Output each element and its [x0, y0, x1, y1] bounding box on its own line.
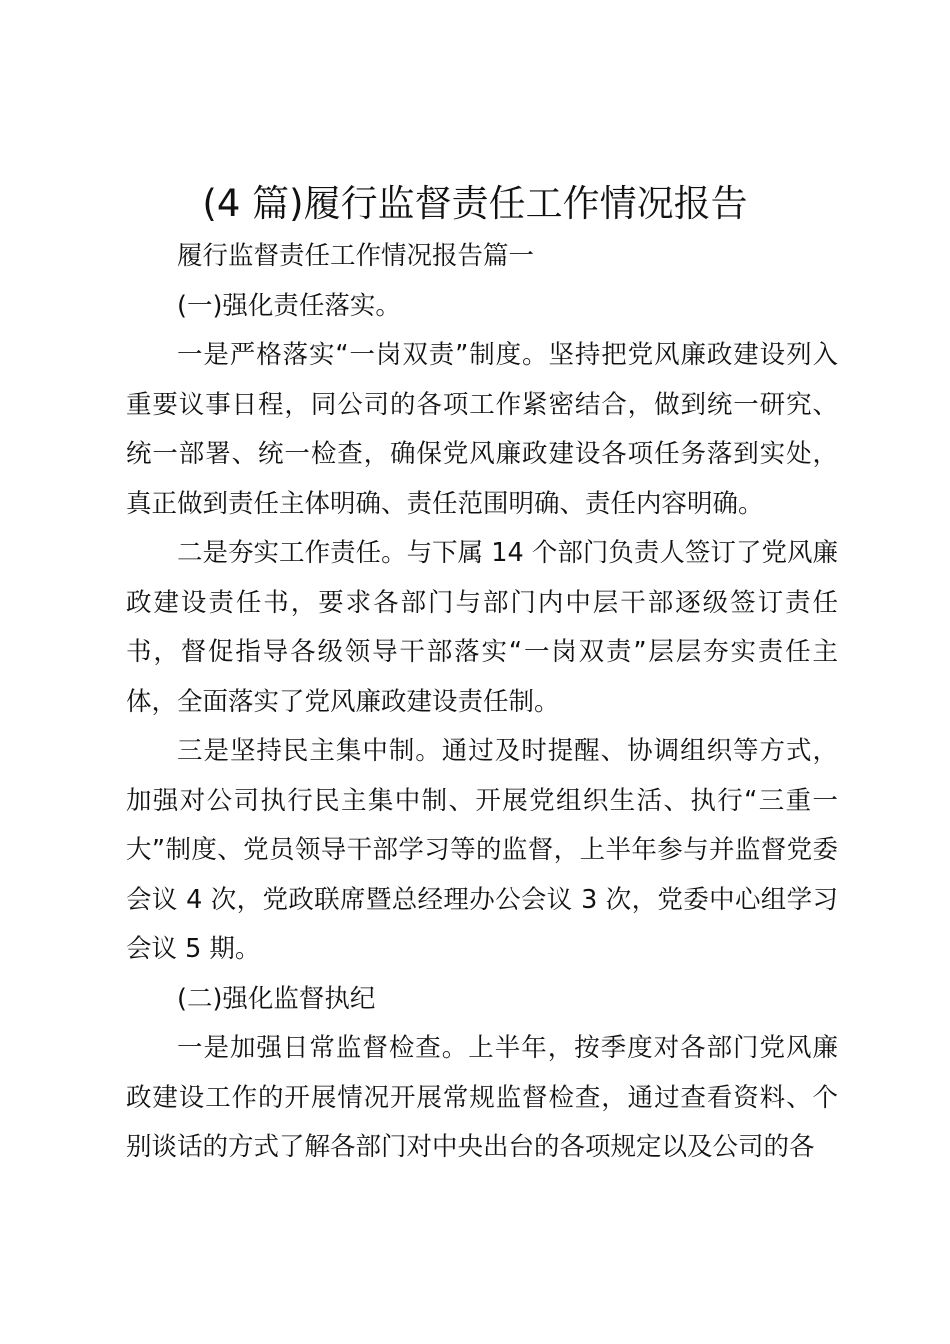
- paragraph: 一是严格落实“一岗双责”制度。坚持把党风廉政建设列入重要议事日程，同公司的各项工作紧密结合，做到统一研究、统一部署、统一检查，确保党风廉政建设各项任务落到实处，真正做到责任主体明确、责任范围明确、责任内容明确。: [126, 340, 838, 519]
- subsection-heading: (一)强化责任落实。: [177, 290, 401, 321]
- paragraph: 二是夯实工作责任。与下属 14 个部门负责人签订了党风廉政建设责任书，要求各部门与部门内中层干部逐级签订责任书，督促指导各级领导干部落实“一岗双责”层层夯实责任主体，全面落实了党风廉政建设责任制。: [126, 538, 838, 717]
- document-body: [126, 232, 838, 1173]
- section-heading: 履行监督责任工作情况报告篇一: [177, 241, 535, 271]
- document-title: (4 篇)履行监督责任工作情况报告: [202, 182, 748, 225]
- paragraph: 三是坚持民主集中制。通过及时提醒、协调组织等方式，加强对公司执行民主集中制、开展党组织生活、执行“三重一大”制度、党员领导干部学习等的监督，上半年参与并监督党委会议 4 次，党政联席暨总经理办公会议 3 次，党委中心组学习会议 5 期。: [126, 736, 838, 964]
- subsection-heading: (二)强化监督执纪: [177, 983, 376, 1014]
- paragraph: 一是加强日常监督检查。上半年，按季度对各部门党风廉政建设工作的开展情况开展常规监督检查，通过查看资料、个别谈话的方式了解各部门对中央出台的各项规定以及公司的各: [126, 1033, 838, 1162]
